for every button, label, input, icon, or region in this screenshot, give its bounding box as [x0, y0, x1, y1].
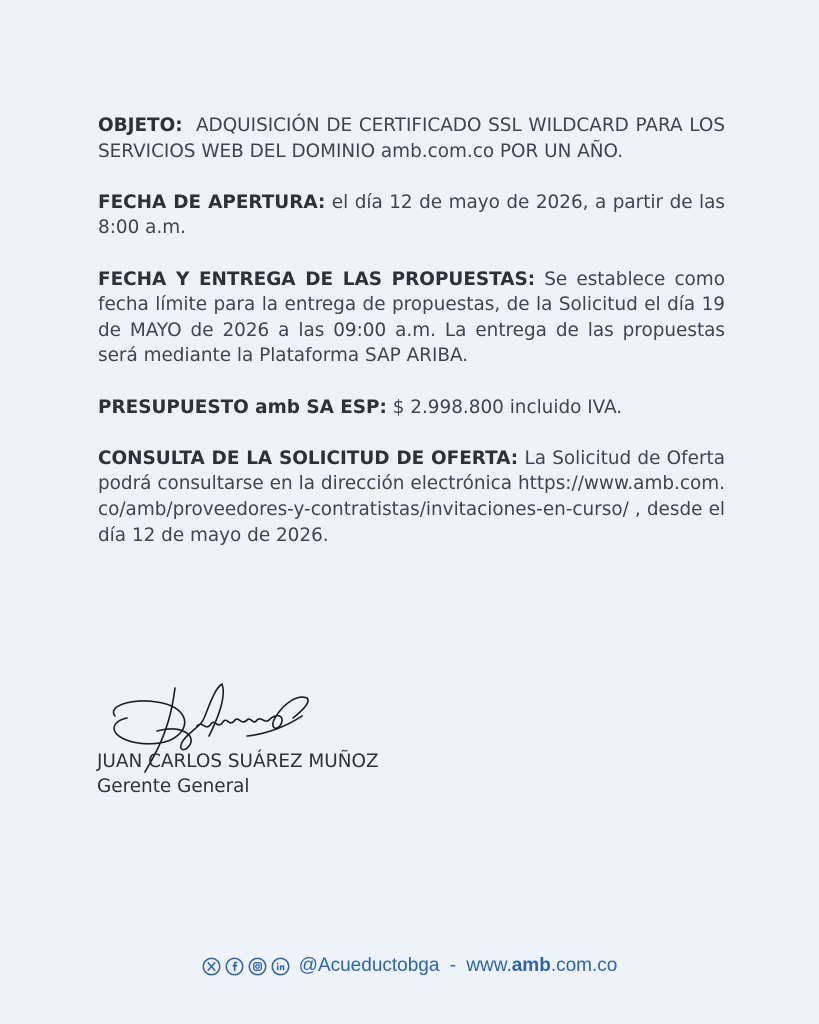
- website-prefix: www.: [466, 955, 512, 976]
- presupuesto-paragraph: [98, 395, 725, 421]
- footer-separator: -: [444, 955, 462, 976]
- entrega-text: Se establece como fecha límite para la entrega de propuestas, de la Solicitud el día 19 de MAYO de 2026 a las 09:00 a.m. La entrega de las propuestas será mediante la Plataforma SAP ARIBA.: [98, 268, 725, 367]
- linkedin-icon[interactable]: [271, 957, 290, 976]
- apertura-label: FECHA DE APERTURA:: [98, 191, 326, 213]
- social-icons: [202, 957, 290, 976]
- facebook-icon[interactable]: [225, 957, 244, 976]
- consulta-text: La Solicitud de Oferta podrá consultarse en la dirección electrónica: [98, 447, 725, 495]
- footer-handle[interactable]: @Acueductobga: [298, 955, 440, 976]
- footer: [0, 955, 819, 977]
- website-brand: amb: [511, 955, 551, 976]
- objeto-paragraph: [98, 113, 731, 164]
- consulta-paragraph: [98, 446, 725, 548]
- presupuesto-label: PRESUPUESTO amb SA ESP:: [98, 396, 387, 418]
- x-icon[interactable]: [202, 957, 221, 976]
- entrega-label: FECHA Y ENTREGA DE LAS PROPUESTAS:: [98, 268, 536, 290]
- apertura-paragraph: [98, 190, 725, 241]
- signatory-role: Gerente General: [97, 776, 250, 797]
- footer-website[interactable]: [466, 955, 617, 977]
- consulta-after: , desde el día 12 de mayo de 2026.: [98, 498, 725, 546]
- signature-block: [97, 676, 457, 806]
- presupuesto-text: $ 2.998.800 incluido IVA.: [386, 396, 623, 418]
- apertura-text: el día 12 de mayo de 2026, a partir de las 8:00 a.m.: [98, 191, 726, 239]
- objeto-text: ADQUISICIÓN DE CERTIFICADO SSL WILDCARD PARA LOS SERVICIOS WEB DEL DOMINIO amb.com.co POR UN AÑO.: [98, 115, 731, 162]
- consulta-url-text: https://www.amb.com.co/amb/proveedores-y-contratistas/invitaciones-en-curso/: [98, 473, 725, 520]
- consulta-label: CONSULTA DE LA SOLICITUD DE OFERTA:: [98, 447, 519, 469]
- instagram-icon[interactable]: [248, 957, 267, 976]
- signatory-name: JUAN CARLOS SUÁREZ MUÑOZ: [97, 751, 379, 772]
- objeto-label: OBJETO:: [98, 115, 183, 136]
- website-suffix: .com.co: [550, 955, 618, 976]
- document-body: [98, 113, 731, 574]
- entrega-paragraph: [98, 267, 725, 369]
